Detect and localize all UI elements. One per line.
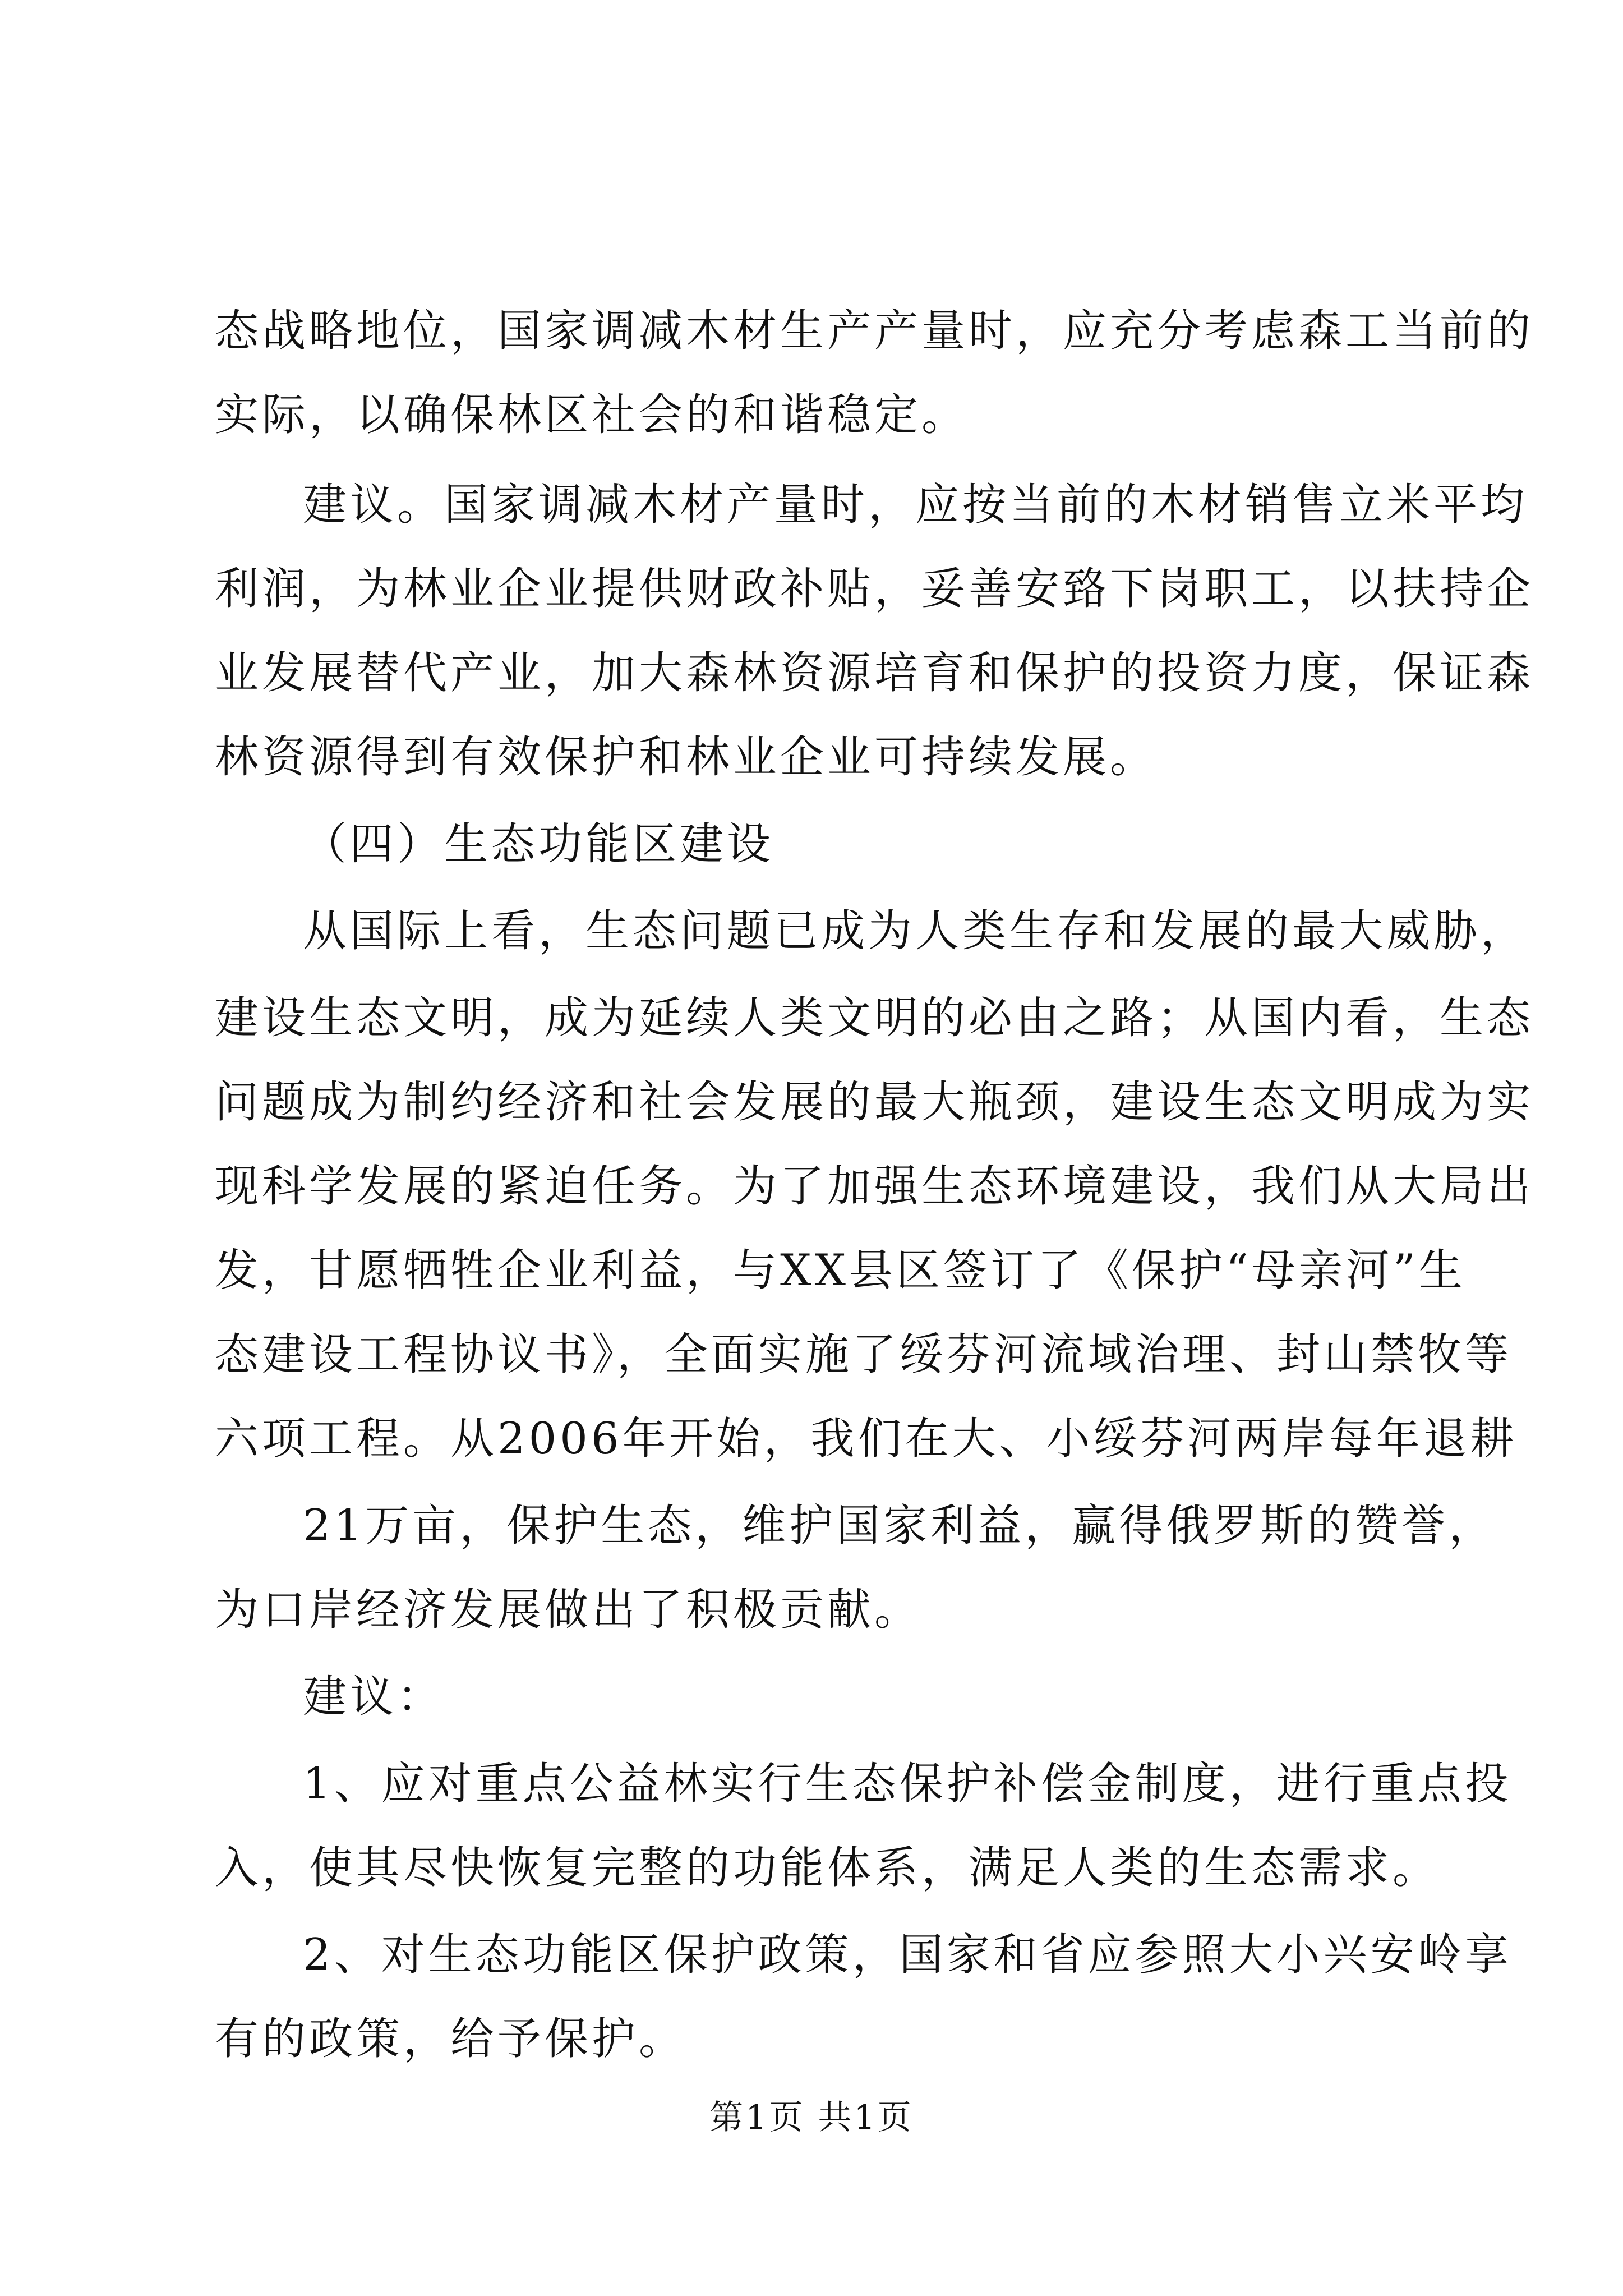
text-line: 建议。国家调减木材产量时，应按当前的木材销售立米平均 <box>303 480 1528 530</box>
text-line: 业发展替代产业，加大森林资源培育和保护的投资力度，保证森 <box>215 648 1534 698</box>
text-line: 建议： <box>303 1672 445 1722</box>
text-line: 态战略地位，国家调减木材生产产量时，应充分考虑森工当前的 <box>215 306 1534 356</box>
text-line: 林资源得到有效保护和林业企业可持续发展。 <box>215 732 1158 783</box>
text-line: 有的政策，给予保护。 <box>215 2014 686 2064</box>
text-line: 建设生态文明，成为延续人类文明的必由之路；从国内看，生态 <box>215 993 1534 1043</box>
text-line: 为口岸经济发展做出了积极贡献。 <box>215 1585 922 1635</box>
text-line: 问题成为制约经济和社会发展的最大瓶颈，建设生态文明成为实 <box>215 1077 1534 1128</box>
text-line: 实际，以确保林区社会的和谐稳定。 <box>215 390 969 440</box>
text-line: 利润，为林业企业提供财政补贴，妥善安臵下岗职工，以扶持企 <box>215 564 1534 614</box>
text-line: 六项工程。从2006年开始，我们在大、小绥芬河两岸每年退耕 <box>215 1414 1518 1464</box>
text-line: 1、应对重点公益林实行生态保护补偿金制度，进行重点投 <box>303 1759 1512 1809</box>
text-line: 现科学发展的紧迫任务。为了加强生态环境建设，我们从大局出 <box>215 1161 1534 1212</box>
text-line: 入，使其尽快恢复完整的功能体系，满足人类的生态需求。 <box>215 1843 1440 1893</box>
text-line: 从国际上看，生态问题已成为人类生存和发展的最大威胁， <box>303 906 1528 956</box>
page-footer: 第1页 共1页 <box>709 2098 914 2137</box>
text-line: 态建设工程协议书》，全面实施了绥芬河流域治理、封山禁牧等 <box>215 1329 1513 1380</box>
text-line: 21万亩，保护生态，维护国家利益，赢得俄罗斯的赞誉， <box>303 1501 1496 1551</box>
text-line: 2、对生态功能区保护政策，国家和省应参照大小兴安岭享 <box>303 1930 1512 1980</box>
text-line: 发，甘愿牺牲企业利益，与XX县区签订了《保护“母亲河”生 <box>215 1245 1466 1296</box>
section-heading: （四）生态功能区建设 <box>303 819 774 869</box>
